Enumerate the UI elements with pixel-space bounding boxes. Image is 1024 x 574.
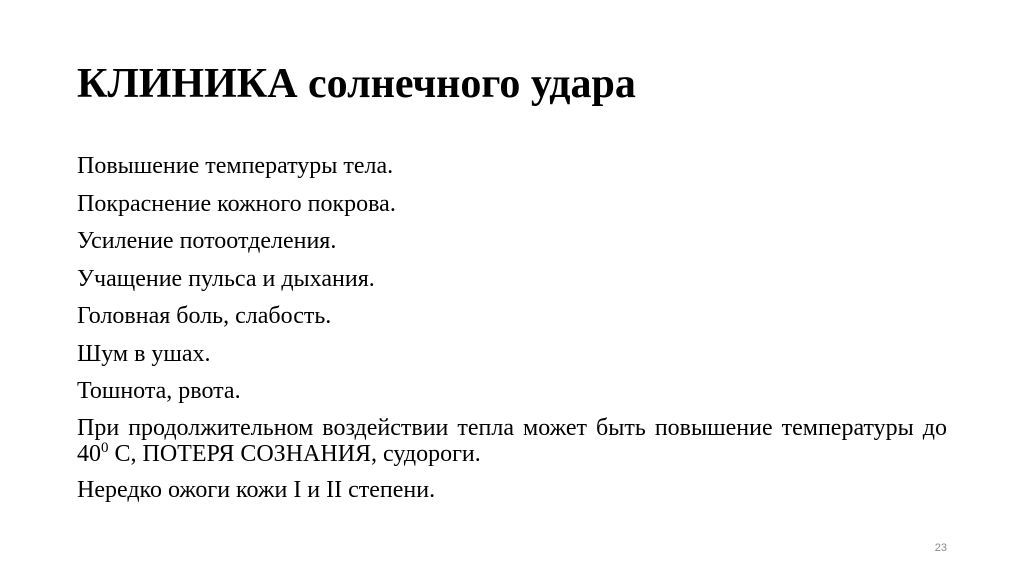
list-item: Повышение температуры тела. bbox=[77, 153, 394, 179]
page-number: 23 bbox=[934, 542, 947, 554]
symptom-list bbox=[77, 152, 947, 514]
list-item: Нередко ожоги кожи I и II степени. bbox=[77, 477, 436, 503]
degree-superscript: 0 bbox=[101, 439, 109, 456]
list-item: Шум в ушах. bbox=[77, 340, 211, 367]
slide-title: КЛИНИКА солнечного удара bbox=[77, 61, 636, 107]
list-item: Усиление потоотделения. bbox=[77, 228, 337, 254]
heat-exposure-text-end: С, ПОТЕРЯ СОЗНАНИЯ, судороги. bbox=[108, 440, 481, 467]
list-item: Покраснение кожного покрова. bbox=[77, 190, 396, 217]
list-item-heat-exposure bbox=[77, 415, 947, 467]
list-item: Тошнота, рвота. bbox=[77, 378, 241, 404]
heat-exposure-text: При продолжительном воздействии тепла может быть повышение температуры до 40 bbox=[77, 414, 947, 467]
list-item: Учащение пульса и дыхания. bbox=[77, 265, 375, 292]
list-item: Головная боль, слабость. bbox=[77, 303, 332, 329]
